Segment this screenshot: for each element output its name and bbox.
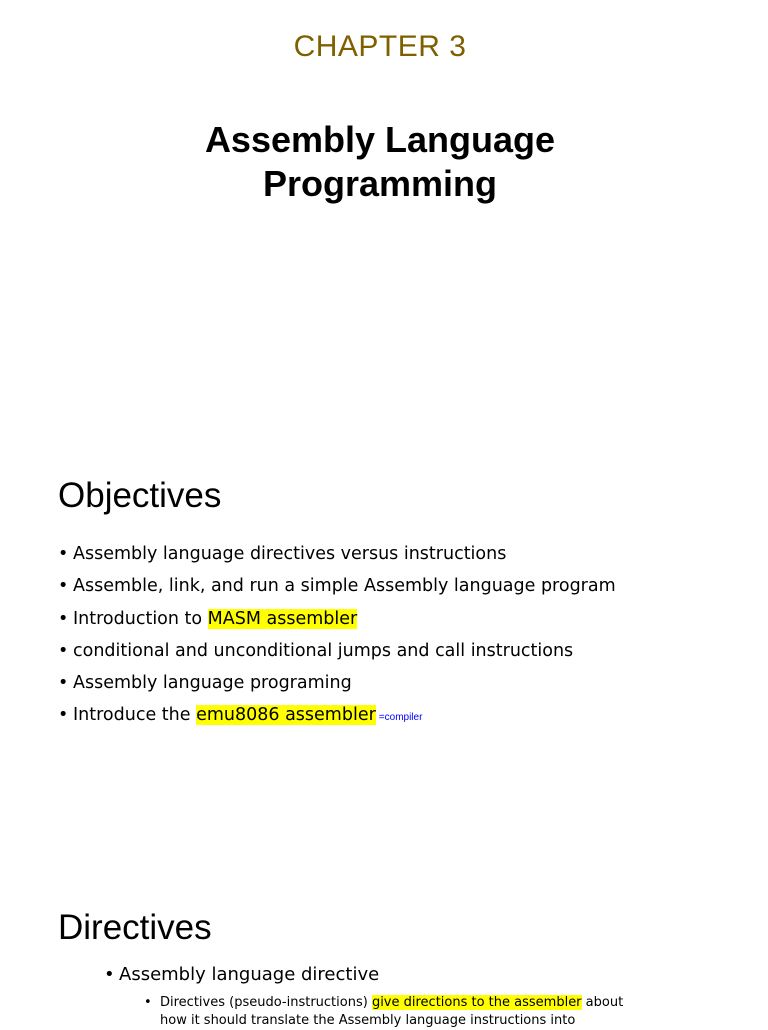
highlighted-text: give directions to the assembler — [371, 995, 582, 1010]
bullet-icon: • — [58, 673, 69, 694]
title-slide — [0, 0, 768, 432]
title-line-1: Assembly Language — [204, 119, 556, 160]
subitem-text-after: about how it should translate the Assembly language instructions into — [160, 995, 624, 1028]
bullet-icon: • — [58, 608, 69, 629]
bullet-icon: • — [58, 576, 69, 597]
list-item — [58, 570, 616, 602]
bullet-icon: • — [144, 995, 152, 1010]
highlighted-text: MASM assembler — [207, 608, 358, 629]
bullet-icon: • — [104, 964, 115, 985]
item-text: Assembly language directives versus instructions — [73, 544, 507, 564]
list-item — [58, 667, 616, 699]
bullet-icon: • — [58, 640, 69, 661]
list-item — [58, 699, 616, 731]
objectives-heading: Objectives — [58, 476, 222, 515]
subitem-text-before: Directives (pseudo-instructions) — [160, 995, 372, 1010]
bullet-icon: • — [58, 544, 69, 564]
directives-heading: Directives — [58, 908, 212, 947]
highlighted-text: emu8086 assembler — [196, 705, 376, 726]
directives-slide — [0, 864, 768, 1028]
list-item — [104, 964, 379, 985]
item-text: Introduction to — [73, 608, 208, 629]
sub-list-item — [144, 994, 650, 1030]
item-text: Assemble, link, and run a simple Assembly language program — [73, 576, 616, 597]
item-text: Assembly language directive — [119, 964, 380, 985]
item-text: Assembly language programing — [73, 673, 352, 694]
item-text: Introduce the — [73, 705, 197, 726]
item-text: conditional and unconditional jumps and call instructions — [73, 640, 574, 661]
objectives-slide — [0, 432, 768, 864]
objectives-list — [58, 538, 616, 732]
title-line-2: Programming — [262, 163, 498, 204]
annotation-note: =compiler — [378, 712, 423, 724]
list-item — [58, 635, 616, 667]
bullet-icon: • — [58, 705, 69, 726]
chapter-label: CHAPTER 3 — [293, 30, 467, 63]
list-item — [58, 603, 616, 635]
list-item — [58, 538, 616, 570]
slide-title — [0, 118, 760, 206]
